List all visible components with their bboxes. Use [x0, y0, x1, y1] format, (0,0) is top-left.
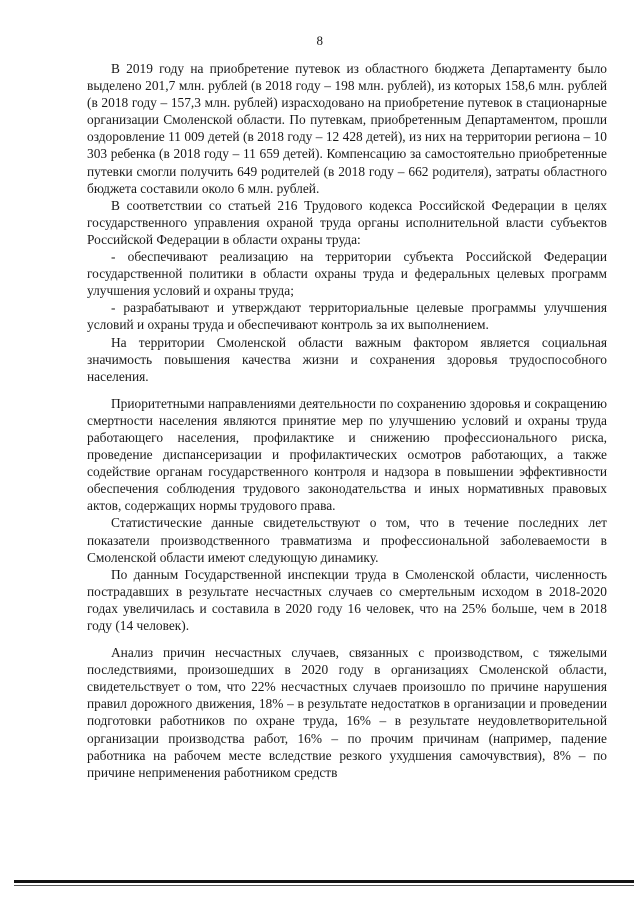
document-body [87, 60, 607, 781]
paragraph-vouchers-budget: В 2019 году на приобретение путевок из областного бюджета Департаменту было выделено 201,7 млн. рублей (в 2018 году – 198 млн. рублей), из которых 158,6 млн. рублей (в 2018 году – 157,3 млн. рублей) израсходовано на приобретение путевок в стационарные организации Смоленской области. По путевкам, приобретенным Департаментом, прошли оздоровление 11 009 детей (в 2018 году – 12 428 детей), из них на территории региона – 10 303 ребенка (в 2018 году – 11 659 детей). Компенсацию за самостоятельно приобретенные путевки смогли получить 649 родителей (в 2018 году – 662 родителя), затраты областного бюджета составили около 6 млн. рублей. [87, 61, 607, 196]
paragraph-labor-inspection-data: По данным Государственной инспекции труда в Смоленской области, численность пострадавших в результате несчастных случаев со смертельным исходом в 2018-2020 годах увеличилась и составила в 2020 году 16 человек, что на 25% больше, чем в 2018 году (14 человек). [87, 566, 607, 633]
paragraph-labor-code-article-216: В соответствии со статьей 216 Трудового кодекса Российской Федерации в целях государственного управления охраной труда органы исполнительной власти субъектов Российской Федерации в области охраны труда: [87, 197, 607, 247]
page-number: 8 [316, 33, 324, 48]
paragraph-priority-directions: Приоритетными направлениями деятельности по сохранению здоровья и сокращению смертности населения являются принятие мер по улучшению условий и охраны труда работающего населения, профилактике и снижению профессионального риска, проведение диспансеризации и профилактических осмотров работающих, а также содействие органам государственного контроля и надзора в повышении эффективности обеспечения соблюдения трудового законодательства и иных нормативных правовых актов, содержащих нормы трудового права. [87, 395, 607, 514]
bottom-border-line [14, 880, 634, 883]
paragraph-accident-causes: Анализ причин несчастных случаев, связанных с производством, с тяжелыми последствиями, произошедших в 2020 году в организациях Смоленской области, свидетельствует о том, что 22% несчастных случаев произошло по причине нарушения правил дорожного движения, 18% – в результате недостатков в организации и проведении подготовки работников по охране труда, 16% – в результате неудовлетворительной организации производства работ, 16% – по прочим причинам (например, падение работника на рабочем месте вследствие резкого ухудшения самочувствия), 8% – по причине неприменения работником средств [87, 645, 607, 780]
list-item-ensure-policy: - обеспечивают реализацию на территории субъекта Российской Федерации государственной политики в области охраны труда и федеральных целевых программ улучшения условий и охраны труда; [87, 249, 607, 299]
paragraph-statistics-dynamics: Статистические данные свидетельствуют о том, что в течение последних лет показатели производственного травматизма и профессиональной заболеваемости в Смоленской области имеют следующую динамику. [87, 515, 607, 565]
paragraph-social-significance: На территории Смоленской области важным фактором является социальная значимость повышения качества жизни и сохранения здоровья трудоспособного населения. [87, 334, 607, 384]
bottom-border-thin-line [14, 885, 634, 886]
list-item-develop-programs: - разрабатывают и утверждают территориальные целевые программы улучшения условий и охраны труда и обеспечивают контроль за их выполнением. [87, 300, 607, 333]
